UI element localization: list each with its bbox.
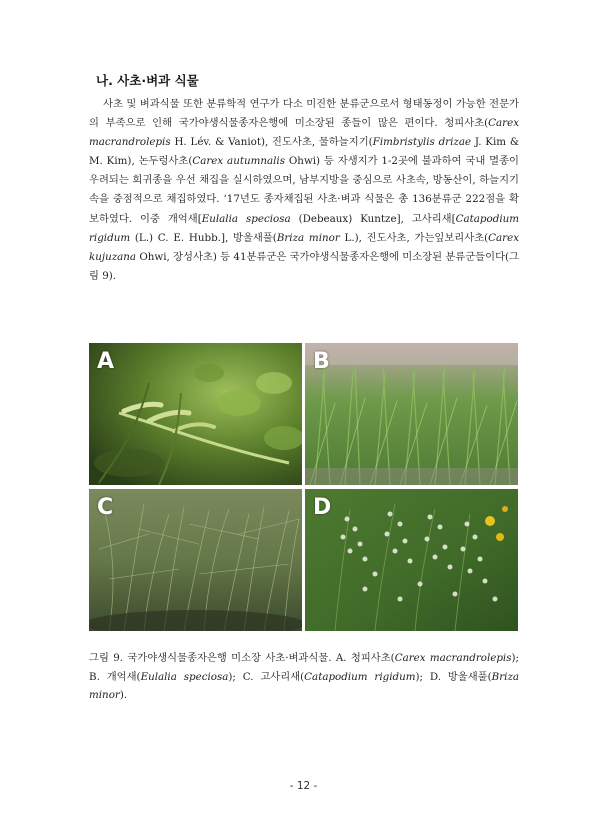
figure-9: [89, 343, 519, 631]
caption-text: 그림 9. 국가야생식물종자은행 미소장 사초·벼과식물. A. 청피사초(: [89, 652, 395, 664]
species-name: Carex macrandrolepis: [394, 652, 512, 664]
figure-caption: [89, 649, 519, 705]
photo-panel-a: [89, 343, 302, 485]
body-text: Ohwi, 장성사초) 등 41분류군은 국가야생식물종자은행에 미소장된 분류군들이다(그림 9).: [89, 250, 519, 282]
caption-text: ).: [119, 689, 128, 701]
section-heading: 나. 사초·벼과 식물: [96, 73, 199, 88]
page-number: - 12 -: [289, 780, 318, 792]
species-name: Fimbristylis drizae: [372, 136, 472, 149]
photo-panel-b: [305, 343, 518, 485]
body-text: (Debeaux) Kuntze], 고사리새[: [290, 212, 456, 225]
species-name: Catapodium rigidum: [304, 670, 416, 683]
species-name: Carex kujuzana: [89, 231, 519, 263]
panel-letter-a: A: [97, 349, 115, 374]
body-text: Ohwi) 등 자생지가 1-2곳에 불과하여 국내 멸종이 우려되는 희귀종을 우선 채집을 실시하였으며, 남부지방을 중심으로 사초속, 방동산이, 하늘지기속을 중점적으로 채집하였다. ‘17년도 종자채집된 사초·벼과 식물은 총 136분류군 222점을 확보하였다. 이중 개억새[: [89, 155, 519, 225]
species-name: Carex macrandrolepis: [89, 117, 519, 149]
photo-sedge-carex-macrandrolepis: [89, 343, 302, 485]
photo-grass-catapodium-rigidum: [89, 489, 302, 631]
species-name: Carex autumnalis: [192, 155, 285, 168]
panel-letter-d: D: [313, 495, 332, 520]
photo-panel-c: [89, 489, 302, 631]
photo-grass-briza-minor: [305, 489, 518, 631]
species-name: Briza minor: [276, 231, 340, 244]
species-name: Catapodium rigidum: [89, 212, 520, 244]
caption-text: ); D. 방울새풀(: [415, 670, 492, 683]
species-name: Briza minor: [89, 670, 520, 701]
body-text: (L.) C. E. Hubb.], 방울새풀(: [130, 231, 277, 244]
body-text: 사초 및 벼과식물 또한 분류학적 연구가 다소 미진한 분류군으로서 형태동정이 가능한 전문가의 부족으로 인해 국가야생식물종자은행에 미소장된 종들이 많은 편이다. 청피사초(: [89, 98, 519, 130]
caption-text: ); C. 고사리새(: [228, 670, 305, 683]
photo-grass-eulalia-speciosa: [305, 343, 518, 485]
species-name: Eulalia speciosa: [201, 212, 291, 225]
body-text: H. Lév. & Vaniot), 진도사초, 물하늘지기(: [170, 136, 373, 149]
photo-panel-d: [305, 489, 518, 631]
body-text: J. Kim & M. Kim), 논두렁사초(: [89, 136, 519, 168]
body-paragraph: [89, 95, 519, 286]
panel-letter-b: B: [313, 349, 330, 374]
body-text: L.), 진도사초, 가는잎보리사초(: [339, 231, 489, 244]
caption-text: ); B. 개억새(: [89, 652, 519, 683]
panel-letter-c: C: [97, 495, 114, 520]
species-name: Eulalia speciosa: [140, 670, 229, 683]
